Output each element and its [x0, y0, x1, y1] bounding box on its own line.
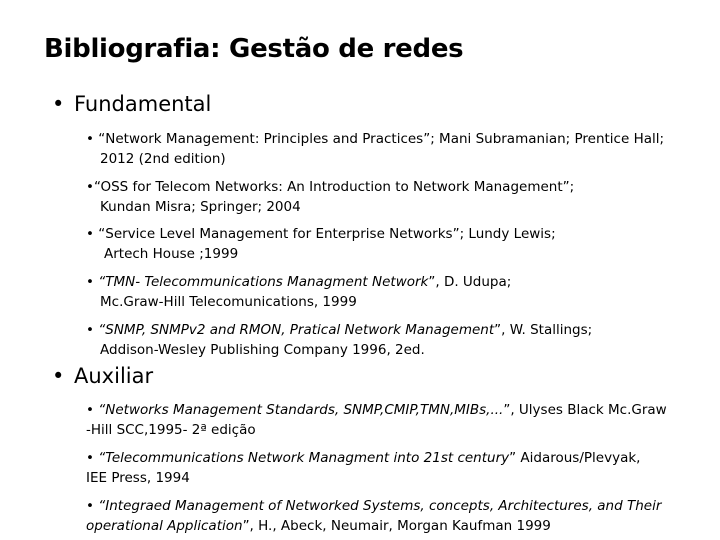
- reference-line-2: Addison-Wesley Publishing Company 1996, 2ed.: [100, 342, 425, 358]
- reference-line-1-rest: ”, W. Stallings;: [494, 322, 593, 338]
- reference-line-1-rest: ” Aidarous/Plevyak,: [509, 450, 641, 466]
- section-fundamental: [52, 92, 211, 116]
- bullet: •: [86, 450, 94, 466]
- bullet: •: [86, 274, 94, 290]
- reference-line-2: Mc.Graw-Hill Telecomunications, 1999: [100, 294, 357, 310]
- reference-title-continued: operational Application: [86, 518, 243, 534]
- reference-line-2: 2012 (2nd edition): [100, 151, 226, 167]
- reference-title: “TMN- Telecommunications Managment Network: [98, 274, 429, 290]
- reference-item: [86, 129, 664, 169]
- reference-line-2: Kundan Misra; Springer; 2004: [100, 199, 301, 215]
- slide-title: Bibliografia: Gestão de redes: [44, 34, 464, 64]
- reference-line-1-rest: ”, D. Udupa;: [428, 274, 512, 290]
- bullet: •: [52, 92, 65, 116]
- bullet: •: [86, 498, 94, 514]
- bullet: •: [86, 179, 94, 195]
- section-heading-auxiliar: Auxiliar: [74, 364, 154, 388]
- reference-item: [86, 272, 511, 312]
- bullet: •: [86, 226, 94, 242]
- reference-item: [86, 448, 640, 488]
- reference-item: [86, 496, 661, 536]
- reference-line-2-rest: ”, H., Abeck, Neumair, Morgan Kaufman 1999: [242, 518, 551, 534]
- reference-item: [86, 224, 556, 264]
- section-heading-fundamental: Fundamental: [74, 92, 212, 116]
- reference-line-2: -Hill SCC,1995- 2ª edição: [86, 422, 256, 438]
- reference-line-1: “Service Level Management for Enterprise Networks”; Lundy Lewis;: [98, 226, 556, 242]
- reference-line-2: Artech House ;1999: [104, 246, 239, 262]
- bullet: •: [52, 364, 65, 388]
- section-auxiliar: [52, 364, 153, 388]
- reference-title: “Telecommunications Network Managment into 21st century: [98, 450, 510, 466]
- bullet: •: [86, 131, 94, 147]
- reference-line-1-rest: ”, Ulyses Black Mc.Graw: [503, 402, 667, 418]
- reference-title: “Integraed Management of Networked Systems, concepts, Architectures, and Their: [98, 498, 662, 514]
- bullet: •: [86, 402, 94, 418]
- reference-item: [86, 177, 574, 217]
- reference-title: “Networks Management Standards, SNMP,CMIP,TMN,MIBs,...: [98, 402, 504, 418]
- reference-item: [86, 400, 667, 440]
- reference-line-2: IEE Press, 1994: [86, 470, 190, 486]
- bullet: •: [86, 322, 94, 338]
- reference-line-1: “OSS for Telecom Networks: An Introduction to Network Management”;: [93, 179, 575, 195]
- reference-title: “SNMP, SNMPv2 and RMON, Pratical Network Management: [98, 322, 495, 338]
- reference-line-1: “Network Management: Principles and Practices”; Mani Subramanian; Prentice Hall;: [98, 131, 665, 147]
- reference-item: [86, 320, 592, 360]
